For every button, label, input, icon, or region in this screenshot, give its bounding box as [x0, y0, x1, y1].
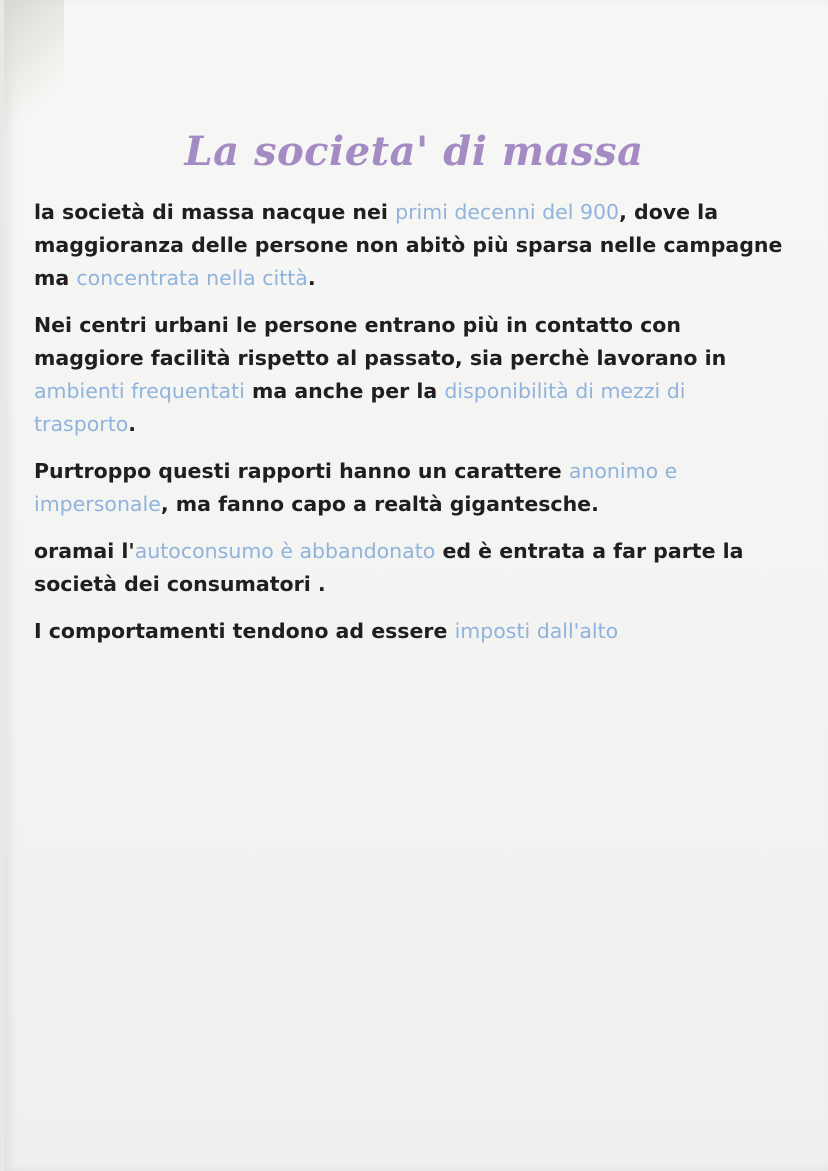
paragraph-text: , dove la maggioranza delle persone non abitò più sparsa nelle campagne ma: [34, 200, 783, 290]
paragraph-text: Nei centri urbani le persone entrano più in contatto con maggiore facilità rispetto al passato, sia perchè lavorano in: [34, 313, 727, 370]
highlighted-text: disponibilità di mezzi di trasporto: [34, 379, 686, 436]
highlighted-text: concentrata nella città: [76, 266, 308, 290]
paragraph-text: la società di massa nacque nei: [34, 200, 396, 224]
highlighted-text: primi decenni del 900: [395, 200, 620, 224]
paragraph-text: , ma fanno capo a realtà gigantesche.: [160, 492, 599, 516]
paragraph-text: I comportamenti tendono ad essere: [34, 619, 455, 643]
paragraph-text: .: [128, 412, 137, 436]
page-corner-shadow: [4, 0, 64, 140]
highlighted-text: autoconsumo è abbandonato: [134, 539, 436, 563]
highlighted-text: anonimo e impersonale: [34, 459, 678, 516]
paragraph-text: oramai l': [34, 539, 135, 563]
notes-body: [34, 196, 794, 662]
paragraph-3: [34, 455, 794, 521]
paragraph-text: Purtroppo questi rapporti hanno un carattere: [34, 459, 569, 483]
highlighted-text: ambienti frequentati: [34, 379, 245, 403]
paragraph-text: .: [307, 266, 316, 290]
paragraph-1: [34, 196, 794, 295]
paragraph-2: [34, 309, 794, 441]
paragraph-4: [34, 535, 794, 601]
highlighted-text: imposti dall'alto: [454, 619, 619, 643]
paragraph-5: [34, 615, 794, 648]
paragraph-text: ma anche per la: [244, 379, 445, 403]
paragraph-text: ed è entrata a far parte la società dei consumatori .: [34, 539, 744, 596]
page-title: La societa' di massa: [184, 128, 644, 175]
